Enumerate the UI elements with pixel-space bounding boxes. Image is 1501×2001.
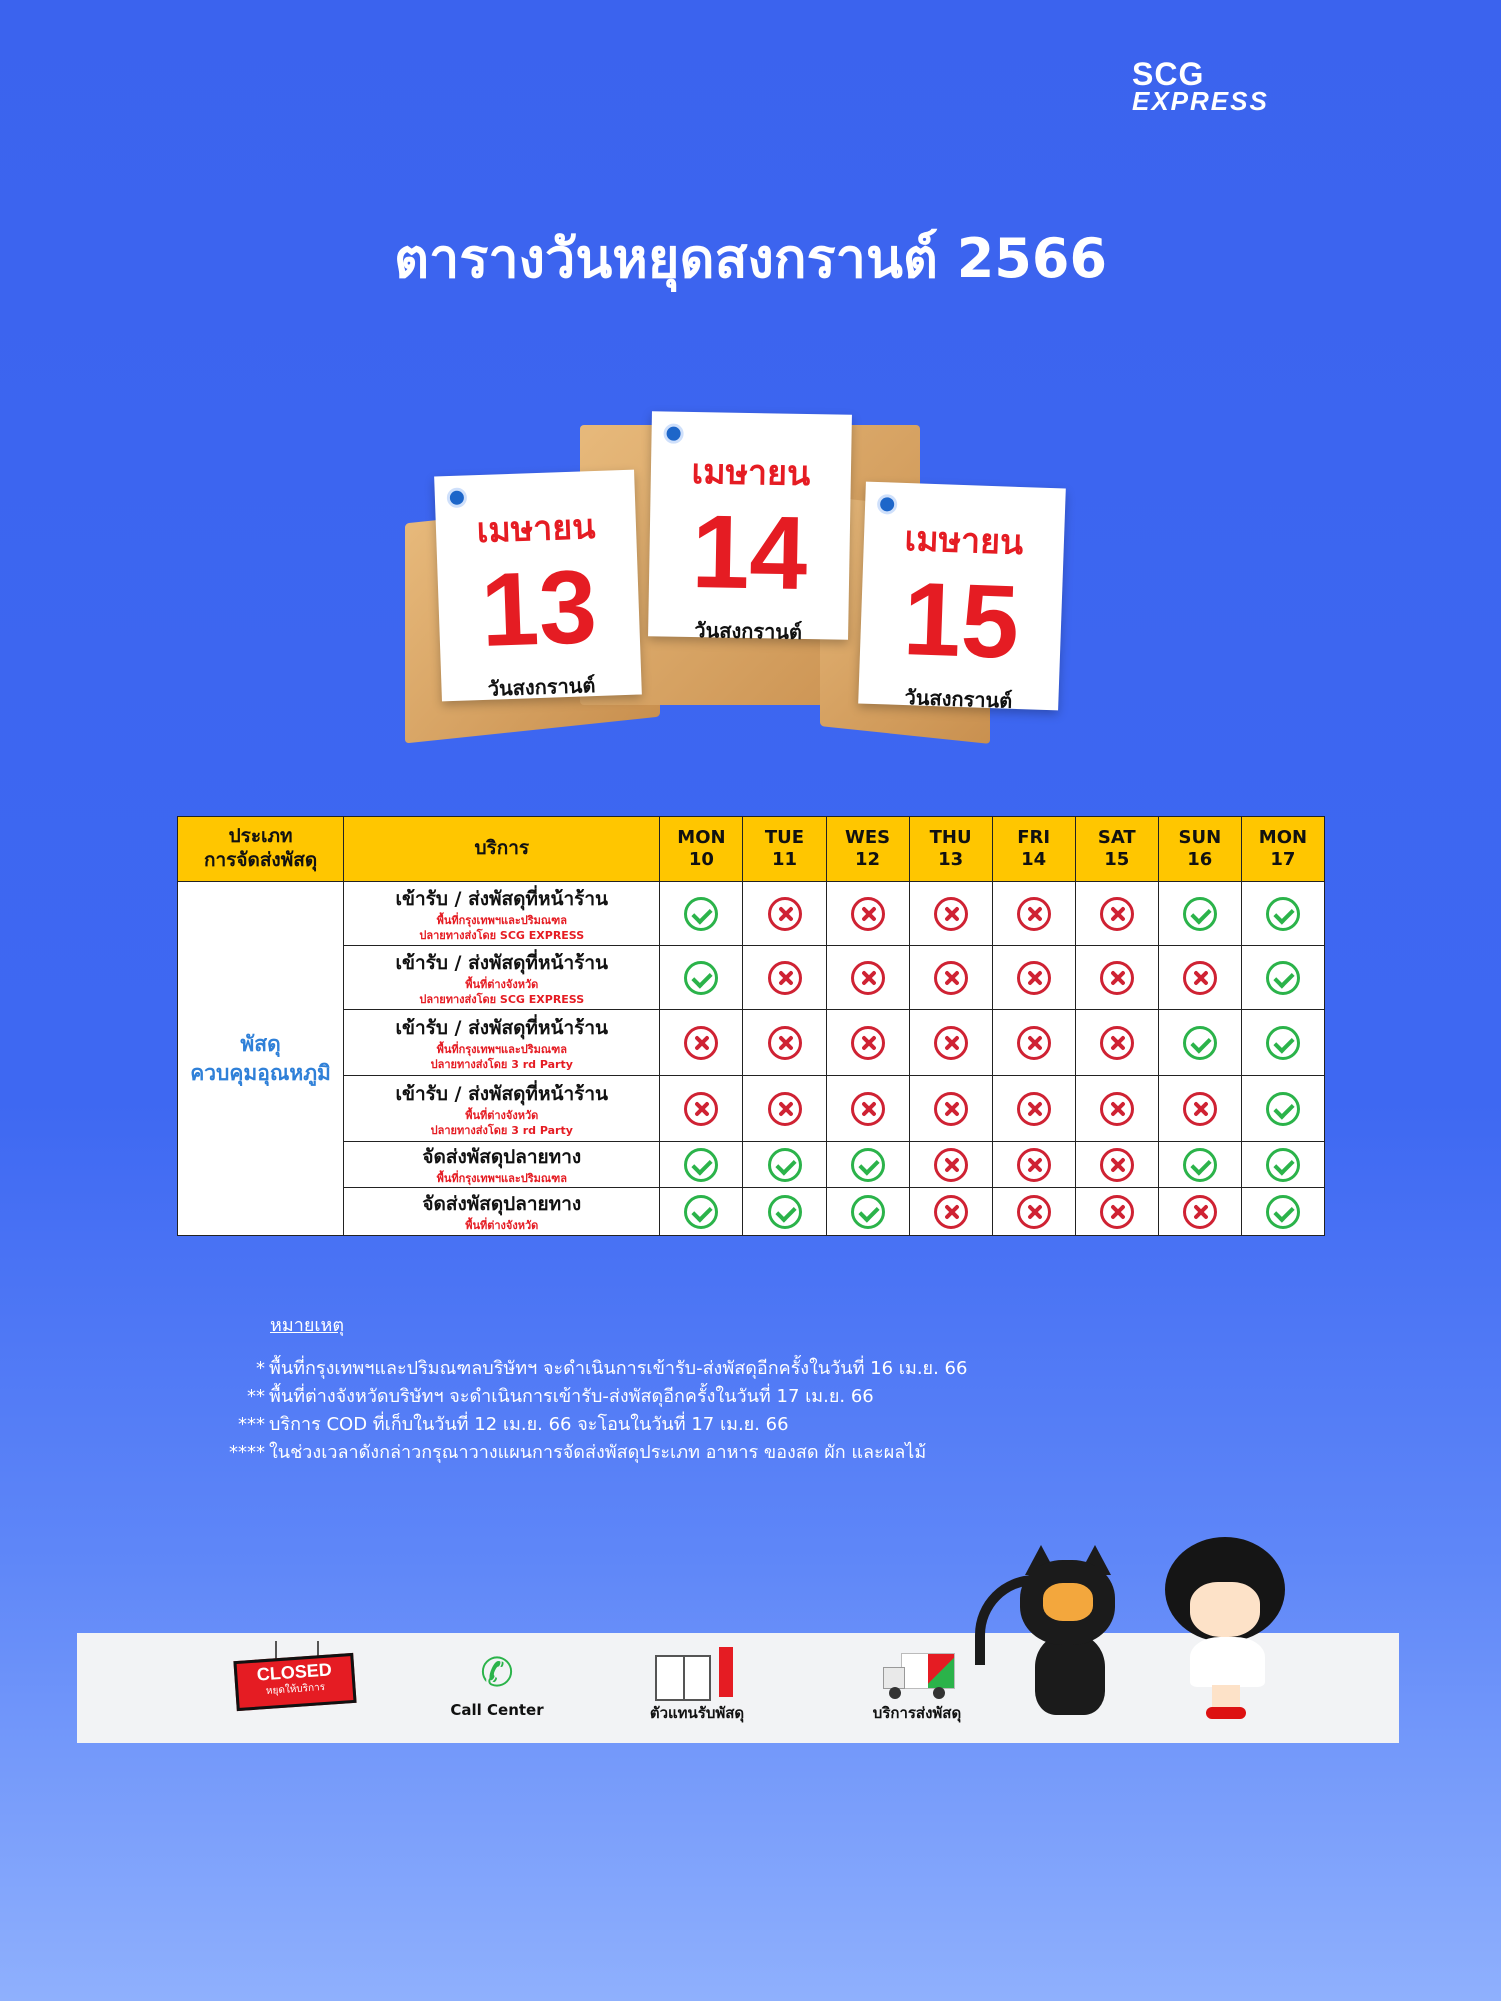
closed-sign-icon [235, 1641, 355, 1699]
status-cell [826, 946, 909, 1010]
status-cell [826, 1142, 909, 1188]
x-circle-icon [768, 961, 802, 995]
delivery-label: บริการส่งพัสดุ [872, 1704, 962, 1722]
table-body [178, 882, 1325, 1236]
calendar-month: เมษายน [691, 451, 811, 495]
x-circle-icon [768, 897, 802, 931]
status-cell [909, 1076, 992, 1142]
status-cell [909, 882, 992, 946]
check-circle-icon [684, 1148, 718, 1182]
table-row [178, 1142, 1325, 1188]
service-name: เข้ารับ / ส่งพัสดุที่หน้าร้าน [395, 951, 609, 974]
table-row [178, 1076, 1325, 1142]
status-cell [909, 946, 992, 1010]
scg-express-logo [1132, 58, 1269, 114]
calendar-day: 14 [690, 493, 809, 612]
service-name: เข้ารับ / ส่งพัสดุที่หน้าร้าน [395, 1082, 609, 1105]
header-day: MON 10 [660, 817, 743, 882]
calendar-label: วันสงกรานต์ [694, 618, 803, 644]
status-cell [1241, 1188, 1324, 1236]
check-circle-icon [768, 1195, 802, 1229]
group-label: พัสดุ ควบคุมอุณหภูมิ [178, 882, 344, 1236]
check-circle-icon [1266, 1195, 1300, 1229]
remark-line: ** พื้นที่ต่างจังหวัดบริษัทฯ จะดำเนินการเข้ารับ-ส่งพัสดุอีกครั้งในวันที่ 17 เม.ย. 66 [247, 1386, 874, 1407]
status-cell [743, 1010, 826, 1076]
status-cell [660, 1076, 743, 1142]
x-circle-icon [768, 1092, 802, 1126]
service-note: ปลายทางส่งโดย SCG EXPRESS [419, 992, 585, 1006]
check-circle-icon [1183, 1026, 1217, 1060]
check-circle-icon [1266, 1148, 1300, 1182]
status-cell [1075, 1010, 1158, 1076]
service-name: จัดส่งพัสดุปลายทาง [422, 1193, 582, 1216]
status-cell [660, 882, 743, 946]
x-circle-icon [934, 897, 968, 931]
service-cell [344, 882, 660, 946]
calendar-label: วันสงกรานต์ [904, 685, 1013, 713]
header-day: FRI 14 [992, 817, 1075, 882]
calendar-day: 13 [478, 549, 599, 669]
x-circle-icon [1183, 1195, 1217, 1229]
check-circle-icon [684, 1195, 718, 1229]
x-circle-icon [768, 1026, 802, 1060]
x-circle-icon [934, 961, 968, 995]
status-cell [992, 1188, 1075, 1236]
service-cell [344, 1076, 660, 1142]
header-day: WES 12 [826, 817, 909, 882]
check-circle-icon [851, 1195, 885, 1229]
x-circle-icon [934, 1092, 968, 1126]
x-circle-icon [1017, 897, 1051, 931]
service-cell [344, 1142, 660, 1188]
check-circle-icon [1266, 1026, 1300, 1060]
status-cell [826, 882, 909, 946]
calendar-page-13 [434, 470, 642, 702]
header-day: SUN 16 [1158, 817, 1241, 882]
storefront-icon [655, 1645, 739, 1701]
header-type: ประเภท การจัดส่งพัสดุ [178, 817, 344, 882]
closed-sign-text: CLOSED [256, 1659, 333, 1685]
service-note: พื้นที่กรุงเทพฯและปริมณฑล [436, 913, 567, 927]
girl-mascot [1160, 1537, 1285, 1717]
table-header-row [178, 817, 1325, 882]
status-cell [909, 1142, 992, 1188]
x-circle-icon [851, 1092, 885, 1126]
service-name: เข้ารับ / ส่งพัสดุที่หน้าร้าน [395, 1016, 609, 1039]
status-cell [743, 1142, 826, 1188]
status-cell [1241, 882, 1324, 946]
status-cell [826, 1188, 909, 1236]
table-row [178, 1188, 1325, 1236]
x-circle-icon [934, 1026, 968, 1060]
x-circle-icon [1100, 897, 1134, 931]
status-cell [1075, 1188, 1158, 1236]
check-circle-icon [768, 1148, 802, 1182]
x-circle-icon [1017, 1195, 1051, 1229]
service-note: ปลายทางส่งโดย 3 rd Party [430, 1057, 573, 1071]
delivery-item [837, 1633, 997, 1743]
service-cell [344, 1010, 660, 1076]
x-circle-icon [1183, 961, 1217, 995]
service-note: พื้นที่ต่างจังหวัด [465, 977, 539, 991]
x-circle-icon [1017, 1148, 1051, 1182]
status-cell [992, 1142, 1075, 1188]
status-cell [1158, 946, 1241, 1010]
service-cell [344, 1188, 660, 1236]
call-center-item [437, 1633, 557, 1743]
status-cell [1158, 1188, 1241, 1236]
status-cell [1241, 1010, 1324, 1076]
service-note: ปลายทางส่งโดย SCG EXPRESS [419, 928, 585, 942]
remark-line: * พื้นที่กรุงเทพฯและปริมณฑลบริษัทฯ จะดำเนินการเข้ารับ-ส่งพัสดุอีกครั้งในวันที่ 16 เม.ย. 66 [256, 1358, 968, 1379]
shop-banner [719, 1647, 733, 1697]
status-cell [992, 1076, 1075, 1142]
check-circle-icon [1183, 1148, 1217, 1182]
x-circle-icon [851, 961, 885, 995]
call-center-label: Call Center [450, 1701, 544, 1719]
status-cell [992, 946, 1075, 1010]
service-note: พื้นที่กรุงเทพฯและปริมณฑล [436, 1042, 567, 1056]
header-service: บริการ [344, 817, 660, 882]
x-circle-icon [1017, 1026, 1051, 1060]
status-cell [660, 1188, 743, 1236]
remarks [225, 1310, 967, 1467]
x-circle-icon [851, 1026, 885, 1060]
remarks-heading: หมายเหตุ [270, 1315, 345, 1336]
status-cell [909, 1188, 992, 1236]
x-circle-icon [1100, 1026, 1134, 1060]
status-cell [1241, 1142, 1324, 1188]
service-note: พื้นที่ต่างจังหวัด [465, 1219, 539, 1233]
calendar-page-14 [648, 411, 852, 644]
remark-line: **** ในช่วงเวลาดังกล่าวกรุณาวางแผนการจัดส่งพัสดุประเภท อาหาร ของสด ผัก และผลไม้ [229, 1442, 927, 1463]
status-cell [743, 882, 826, 946]
status-cell [1241, 946, 1324, 1010]
truck-icon [879, 1649, 955, 1699]
status-cell [743, 1076, 826, 1142]
status-cell [826, 1010, 909, 1076]
x-circle-icon [684, 1092, 718, 1126]
table-row [178, 1010, 1325, 1076]
closed-sign-subtext: หยุดให้บริการ [265, 1681, 326, 1698]
check-circle-icon [684, 961, 718, 995]
remark-line: *** บริการ COD ที่เก็บในวันที่ 12 เม.ย. 66 จะโอนในวันที่ 17 เม.ย. 66 [238, 1414, 789, 1435]
status-cell [909, 1010, 992, 1076]
x-circle-icon [851, 897, 885, 931]
status-cell [743, 1188, 826, 1236]
check-circle-icon [1266, 897, 1300, 931]
x-circle-icon [1100, 1092, 1134, 1126]
agent-item [627, 1633, 767, 1743]
status-cell [1158, 1142, 1241, 1188]
x-circle-icon [1183, 1092, 1217, 1126]
check-circle-icon [851, 1148, 885, 1182]
service-name: เข้ารับ / ส่งพัสดุที่หน้าร้าน [395, 887, 609, 910]
calendar-label: วันสงกรานต์ [487, 673, 596, 701]
header-day: MON 17 [1241, 817, 1324, 882]
page-title: ตารางวันหยุดสงกรานต์ 2566 [393, 227, 1108, 290]
status-cell [1075, 882, 1158, 946]
header-day: SAT 15 [1075, 817, 1158, 882]
status-cell [1241, 1076, 1324, 1142]
table-row [178, 946, 1325, 1010]
header-day: TUE 11 [743, 817, 826, 882]
closed-sign [233, 1653, 356, 1711]
check-circle-icon [1183, 897, 1217, 931]
status-cell [1158, 1010, 1241, 1076]
check-circle-icon [1266, 961, 1300, 995]
cat-mascot [975, 1545, 1125, 1715]
agent-label: ตัวแทนรับพัสดุ [649, 1704, 745, 1722]
logo-line2: EXPRESS [1132, 86, 1269, 116]
calendar-day: 15 [901, 561, 1021, 681]
status-cell [1075, 946, 1158, 1010]
status-cell [660, 1010, 743, 1076]
status-cell [1075, 1142, 1158, 1188]
x-circle-icon [1100, 1148, 1134, 1182]
service-cell [344, 946, 660, 1010]
table-row [178, 882, 1325, 946]
x-circle-icon [934, 1195, 968, 1229]
calendar-month: เมษายน [903, 518, 1024, 564]
x-circle-icon [1017, 1092, 1051, 1126]
calendar-month: เมษายน [476, 506, 597, 552]
calendar-page-15 [858, 482, 1066, 711]
header-day: THU 13 [909, 817, 992, 882]
status-cell [660, 946, 743, 1010]
status-cell [826, 1076, 909, 1142]
status-cell [992, 1010, 1075, 1076]
status-cell [743, 946, 826, 1010]
holiday-schedule-table [177, 816, 1325, 1236]
x-circle-icon [1017, 961, 1051, 995]
service-note: ปลายทางส่งโดย 3 rd Party [430, 1123, 573, 1137]
phone-icon: ✆ [480, 1650, 514, 1696]
shop-door [655, 1655, 711, 1701]
status-cell [1158, 1076, 1241, 1142]
service-note: พื้นที่กรุงเทพฯและปริมณฑล [436, 1172, 567, 1186]
x-circle-icon [934, 1148, 968, 1182]
check-circle-icon [1266, 1092, 1300, 1126]
pin-icon [663, 423, 683, 443]
service-note: พื้นที่ต่างจังหวัด [465, 1108, 539, 1122]
x-circle-icon [1100, 1195, 1134, 1229]
status-cell [992, 882, 1075, 946]
x-circle-icon [1100, 961, 1134, 995]
x-circle-icon [684, 1026, 718, 1060]
logo-line1: SCG [1132, 56, 1205, 92]
status-cell [1158, 882, 1241, 946]
status-cell [1075, 1076, 1158, 1142]
hero-illustration [390, 385, 1090, 765]
check-circle-icon [684, 897, 718, 931]
service-name: จัดส่งพัสดุปลายทาง [422, 1146, 582, 1169]
status-cell [660, 1142, 743, 1188]
